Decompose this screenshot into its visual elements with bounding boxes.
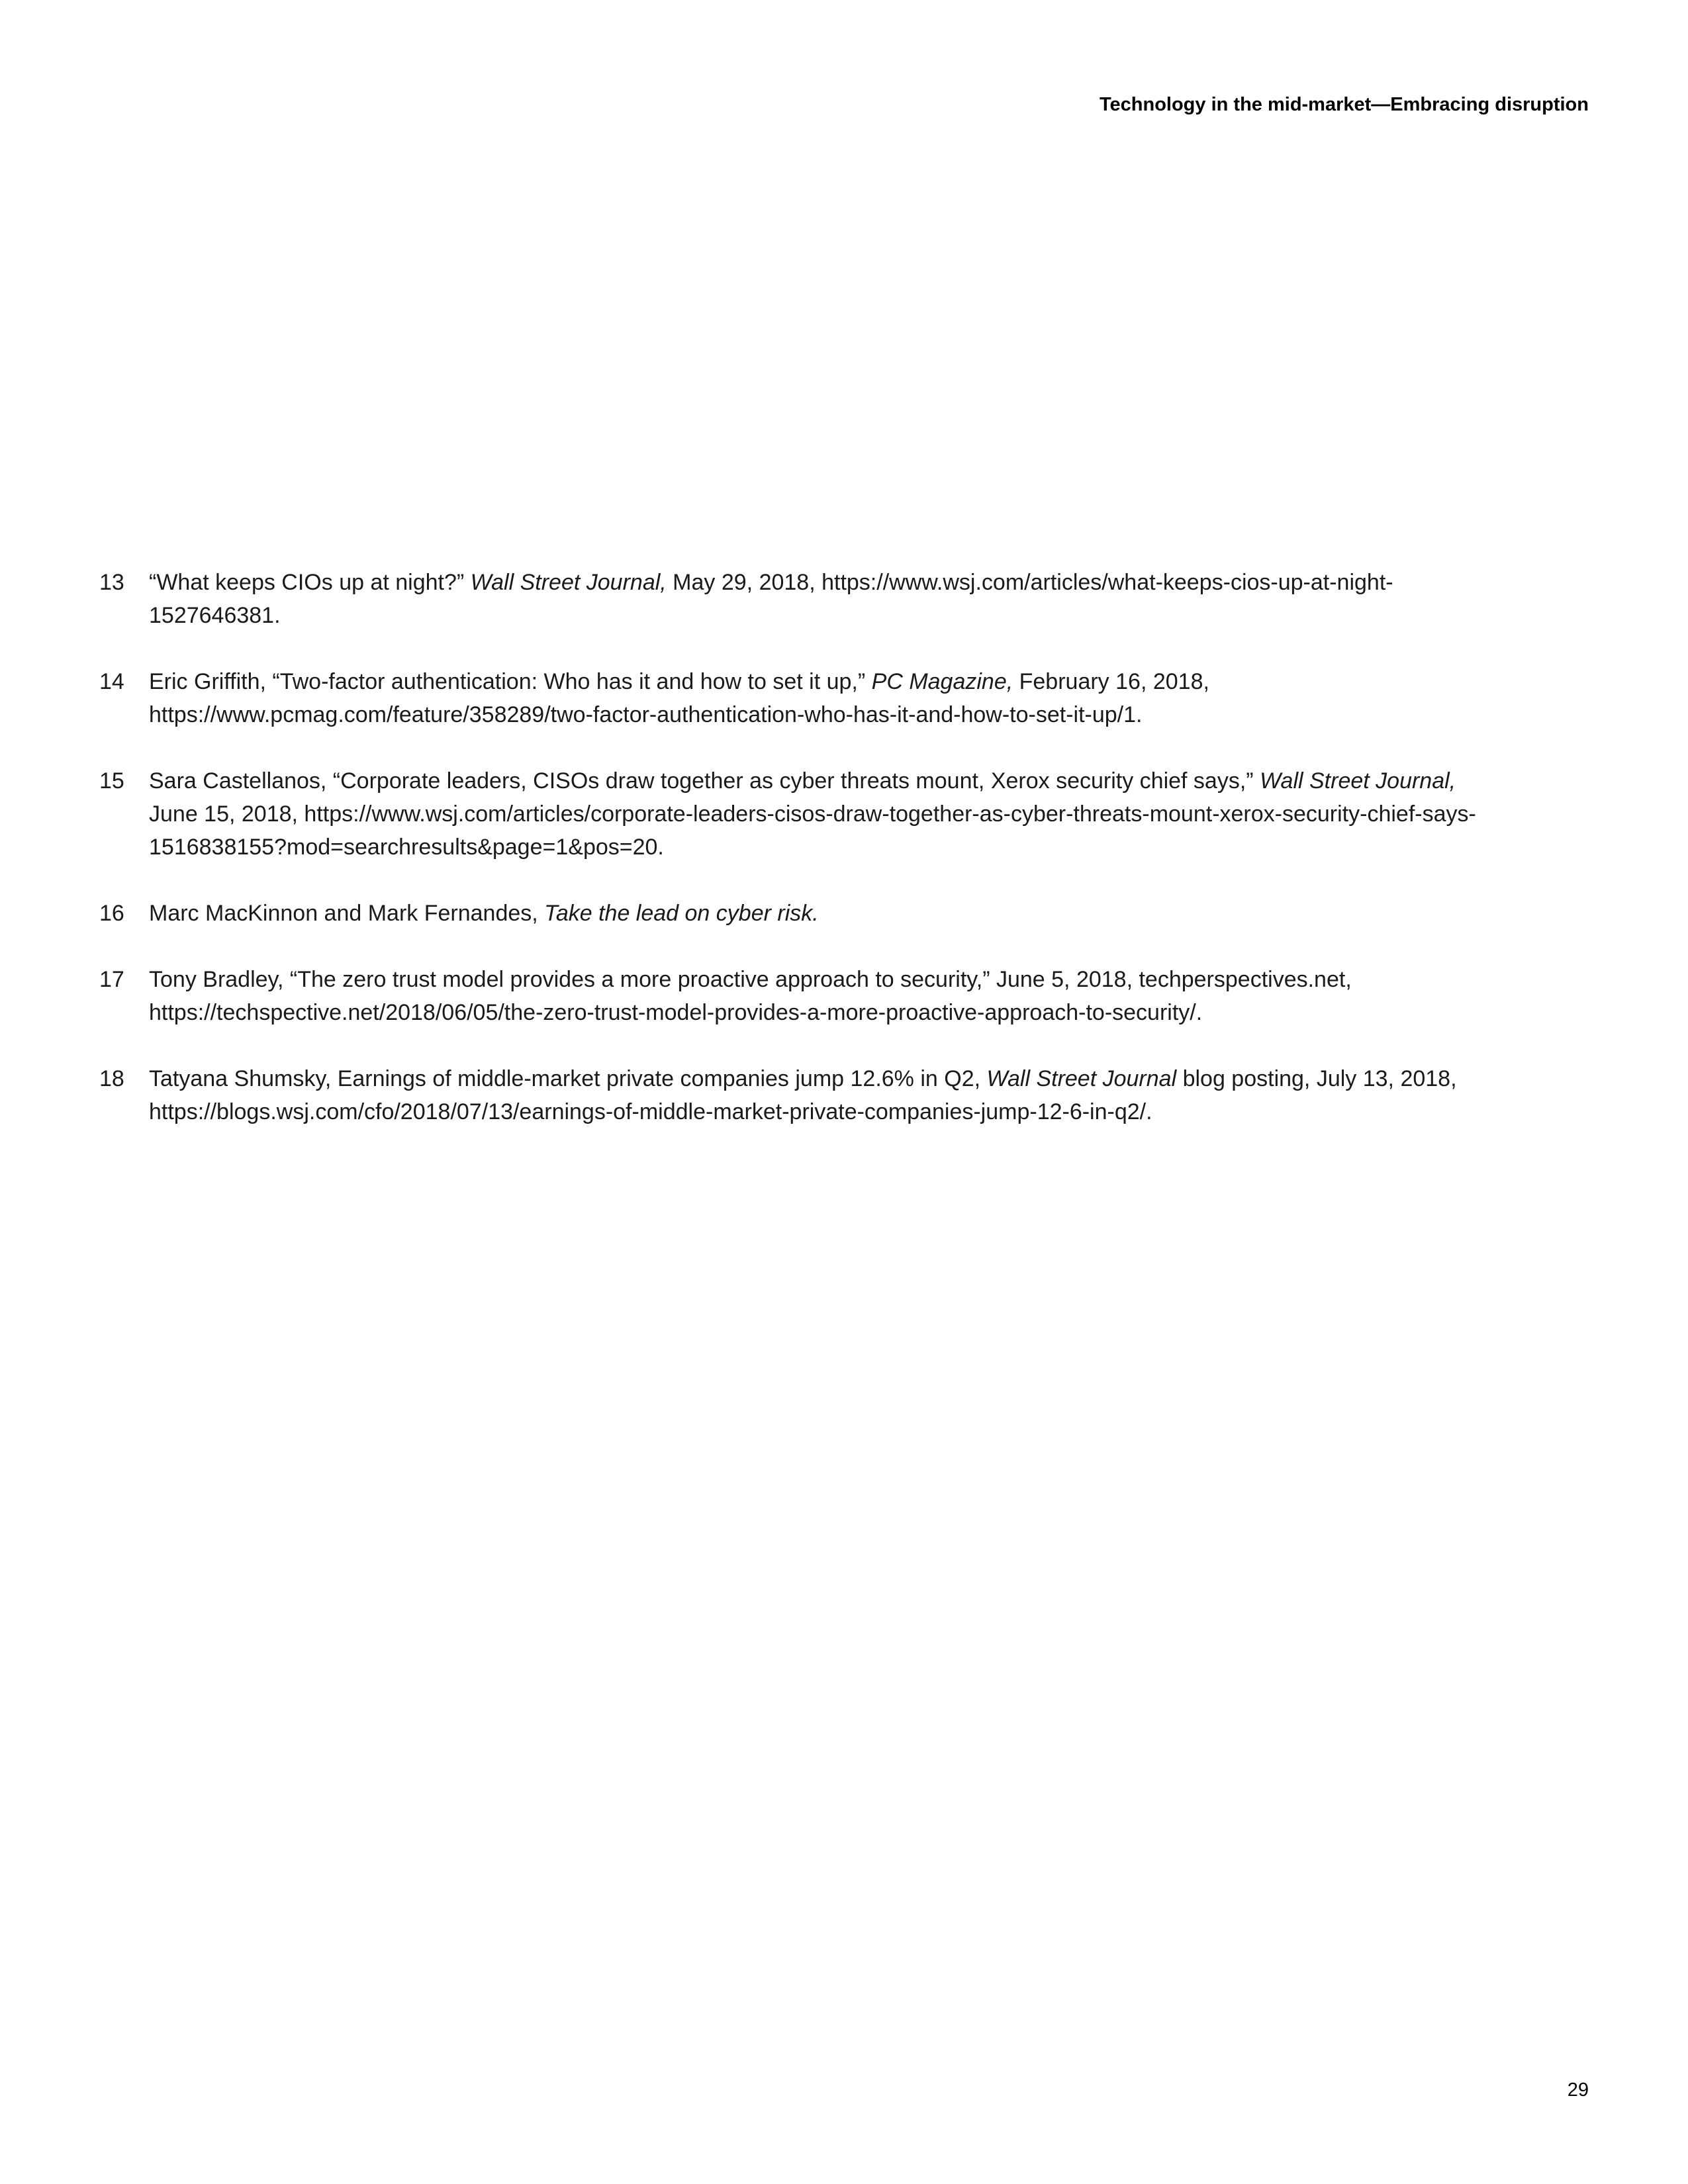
- endnote-17: [99, 963, 1476, 1029]
- endnote-text-pre: Tony Bradley, “The zero trust model provides a more proactive approach to security,” June 5, 2018, techperspectives.net, https://techspective.net/2018/06/05/the-zero-trust-model-provides-a-more-proactive-approach-to-security/.: [149, 967, 1352, 1025]
- endnotes-list: [99, 566, 1476, 1161]
- page-number: 29: [1567, 2079, 1589, 2101]
- endnote-text-pre: “What keeps CIOs up at night?”: [149, 570, 471, 595]
- endnote-publication: Wall Street Journal,: [1260, 768, 1456, 794]
- endnote-text: [149, 665, 1476, 731]
- endnote-text-post: blog posting, July 13, 2018, https://blogs.wsj.com/cfo/2018/07/13/earnings-of-middle-market-private-companies-jump-12-6-in-q2/.: [149, 1066, 1457, 1124]
- endnote-text-pre: Eric Griffith, “Two-factor authentication: Who has it and how to set it up,”: [149, 669, 872, 694]
- endnote-18: [99, 1062, 1476, 1128]
- endnote-publication: Wall Street Journal: [986, 1066, 1177, 1091]
- endnote-number: 13: [99, 570, 124, 595]
- running-header-title: Technology in the mid-market—Embracing disruption: [1099, 94, 1589, 115]
- endnote-text: [149, 1062, 1476, 1128]
- endnote-text-pre: Sara Castellanos, “Corporate leaders, CISOs draw together as cyber threats mount, Xerox security chief says,”: [149, 768, 1260, 794]
- endnote-text: [149, 963, 1476, 1029]
- endnote-text-post: June 15, 2018, https://www.wsj.com/articles/corporate-leaders-cisos-draw-together-as-cyber-threats-mount-xerox-security-chief-says-1516838155?mod=searchresults&page=1&pos=20.: [149, 801, 1476, 860]
- endnote-15: [99, 764, 1476, 864]
- endnote-publication: PC Magazine,: [871, 669, 1013, 694]
- endnote-text-post: February 16, 2018, https://www.pcmag.com/feature/358289/two-factor-authentication-who-has-it-and-how-to-set-it-up/1.: [149, 669, 1209, 727]
- endnote-number: 15: [99, 768, 124, 794]
- endnote-publication: Take the lead on cyber risk.: [544, 901, 819, 926]
- endnote-number: 18: [99, 1066, 124, 1091]
- endnote-text: [149, 764, 1476, 864]
- endnote-13: [99, 566, 1476, 632]
- endnote-text: [149, 566, 1476, 632]
- endnote-text-post: May 29, 2018, https://www.wsj.com/articles/what-keeps-cios-up-at-night-1527646381.: [149, 570, 1393, 628]
- endnote-text: [149, 897, 1476, 930]
- endnote-text-pre: Marc MacKinnon and Mark Fernandes,: [149, 901, 545, 926]
- endnote-14: [99, 665, 1476, 731]
- endnote-text-pre: Tatyana Shumsky, Earnings of middle-market private companies jump 12.6% in Q2,: [149, 1066, 987, 1091]
- endnote-16: [99, 897, 1476, 930]
- endnote-number: 14: [99, 669, 124, 694]
- endnote-publication: Wall Street Journal,: [470, 570, 667, 595]
- endnote-number: 17: [99, 967, 124, 992]
- endnote-number: 16: [99, 901, 124, 926]
